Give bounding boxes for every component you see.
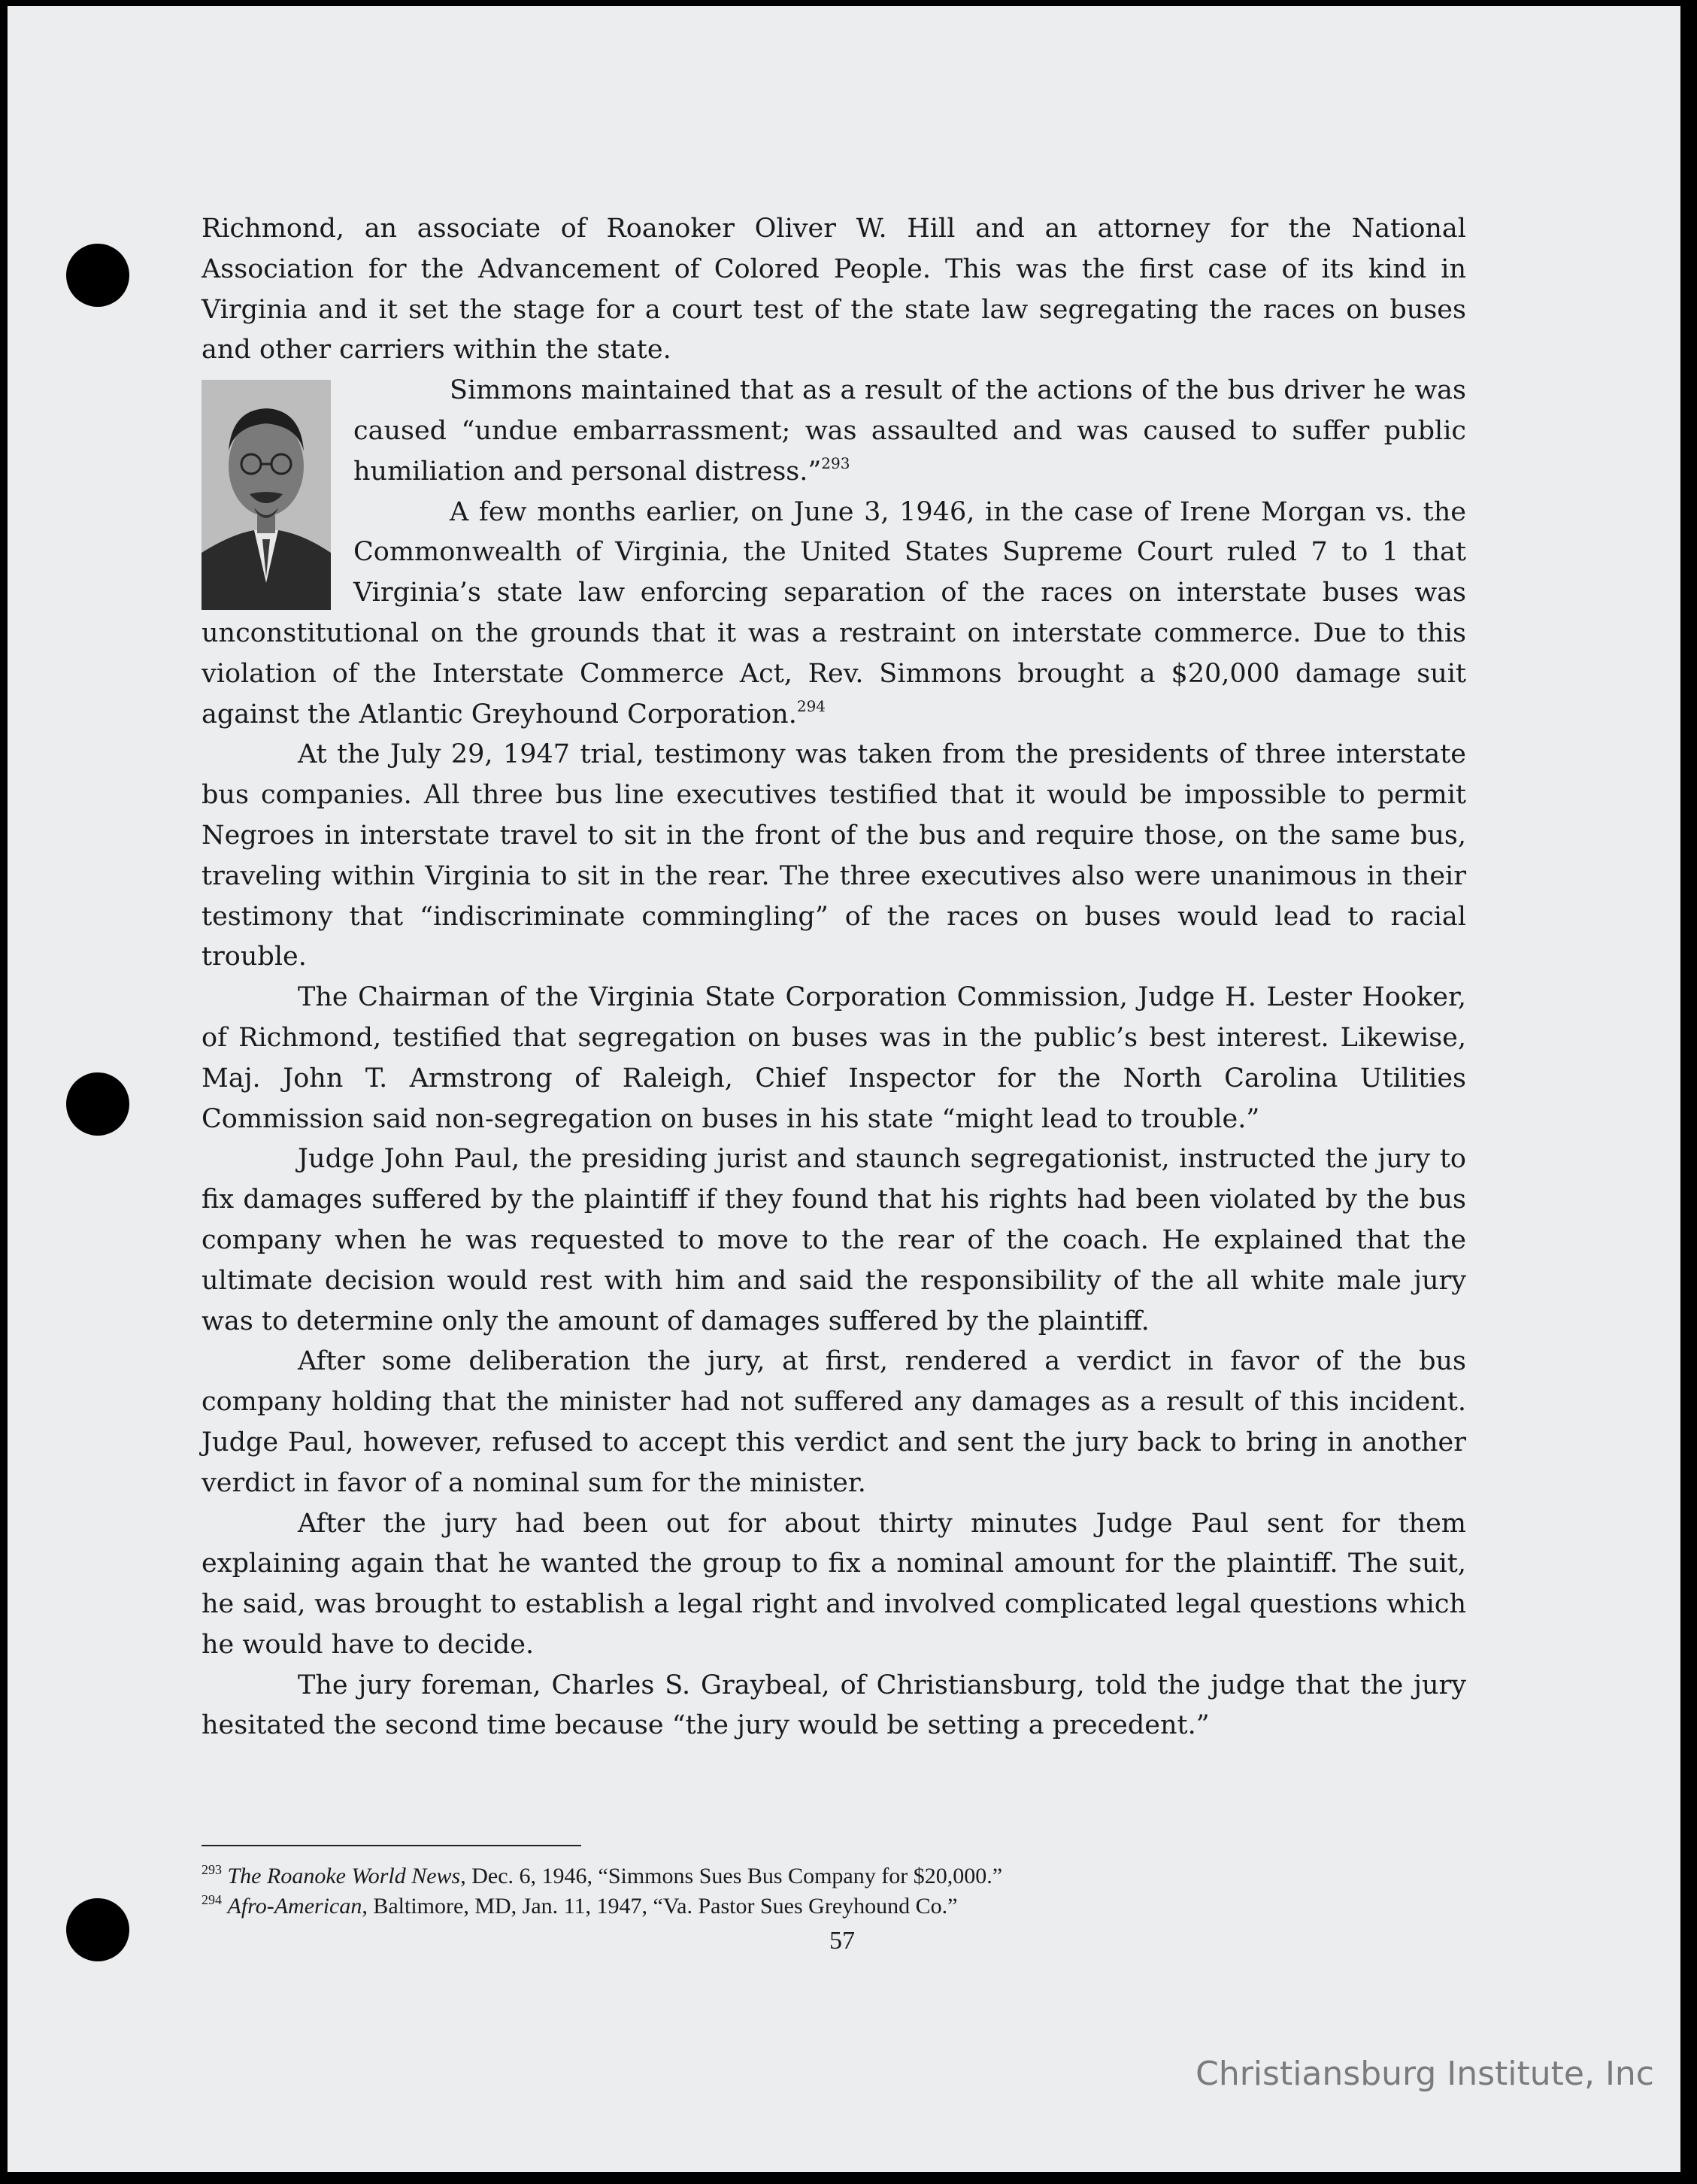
footnote-ref-294: 294 [796,696,826,715]
binder-hole-middle [66,1072,129,1136]
paragraph-3 [202,493,1466,736]
binder-hole-bottom [66,1898,129,1961]
footnote-text: , Baltimore, MD, Jan. 11, 1947, “Va. Pastor Sues Greyhound Co.” [362,1894,958,1919]
portrait-image [202,380,331,610]
footnote-294 [202,1891,1466,1922]
paragraph-1: Richmond, an associate of Roanoker Oliver W. Hill and an attorney for the National Association for the Advancement of Colored People. This was the first case of its kind in Virginia and it set the stage for a court test of the state law segregating the races on buses and other carriers within the state. [202,214,1466,366]
footnote-divider [202,1845,581,1846]
binder-hole-top [66,244,129,307]
page-number: 57 [829,1927,855,1955]
body-text [202,209,1466,1746]
footnote-number: 294 [202,1892,222,1907]
watermark: Christiansburg Institute, Inc [1195,2055,1654,2093]
portrait-photo [202,380,331,610]
paragraph-6: Judge John Paul, the presiding jurist and staunch segregationist, instructed the jury to fix damages suffered by the plaintiff if they found that his rights had been violated by the bus company when he was requested to move to the rear of the coach. He explained that the ultimate decision would rest with him and said the responsibility of the all white male jury was to determine only the amount of damages suffered by the plaintiff. [202,1144,1466,1336]
paragraph-2 [202,371,1466,492]
footnote-number: 293 [202,1862,222,1877]
paragraph-8: After the jury had been out for about thirty minutes Judge Paul sent for them explaining again that he wanted the group to fix a nominal amount for the plaintiff. The suit, he said, was brought to establish a legal right and involved complicated legal questions which he would have to decide. [202,1508,1466,1660]
paragraph-7: After some deliberation the jury, at first, rendered a verdict in favor of the bus company holding that the minister had not suffered any damages as a result of this incident. Judge Paul, however, refused to accept this verdict and sent the jury back to bring in another verdict in favor of a nominal sum for the minister. [202,1346,1466,1498]
footnote-293 [202,1861,1466,1891]
paragraph-2-text: Simmons maintained that as a result of the actions of the bus driver he was caused “undue embarrassment; was assaulted and was caused to suffer public humiliation and personal distress.” [353,375,1466,487]
footnote-text: , Dec. 6, 1946, “Simmons Sues Bus Company for $20,000.” [460,1864,1003,1888]
footnotes [202,1861,1466,1922]
paragraph-3-text: A few months earlier, on June 3, 1946, in the case of Irene Morgan vs. the Commonwealth of Virginia, the United States Supreme Court ruled 7 to 1 that Virginia’s state law enforcing separation of the races on interstate buses was unconstitutional on the grounds that it was a restraint on interstate commerce. Due to this violation of the Interstate Commerce Act, Rev. Simmons brought a $20,000 damage suit against the Atlantic Greyhound Corporation. [202,496,1466,730]
paragraph-5: The Chairman of the Virginia State Corporation Commission, Judge H. Lester Hooker, of Richmond, testified that segregation on buses was in the public’s best interest. Likewise, Maj. John T. Armstrong of Raleigh, Chief Inspector for the North Carolina Utilities Commission said non-segregation on buses in his state “might lead to trouble.” [202,982,1466,1134]
footnote-source: The Roanoke World News [227,1864,461,1888]
paragraph-9: The jury foreman, Charles S. Graybeal, of Christiansburg, told the judge that the jury hesitated the second time because “the jury would be setting a precedent.” [202,1670,1466,1741]
footnote-ref-293: 293 [821,453,850,472]
paragraph-4: At the July 29, 1947 trial, testimony was taken from the presidents of three interstate bus companies. All three bus line executives testified that it would be impossible to permit Negroes in interstate travel to sit in the front of the bus and require those, on the same bus, traveling within Virginia to sit in the rear. The three executives also were unanimous in their testimony that “indiscriminate commingling” of the races on buses would lead to racial trouble. [202,739,1466,972]
footnote-source: Afro-American [227,1894,362,1919]
